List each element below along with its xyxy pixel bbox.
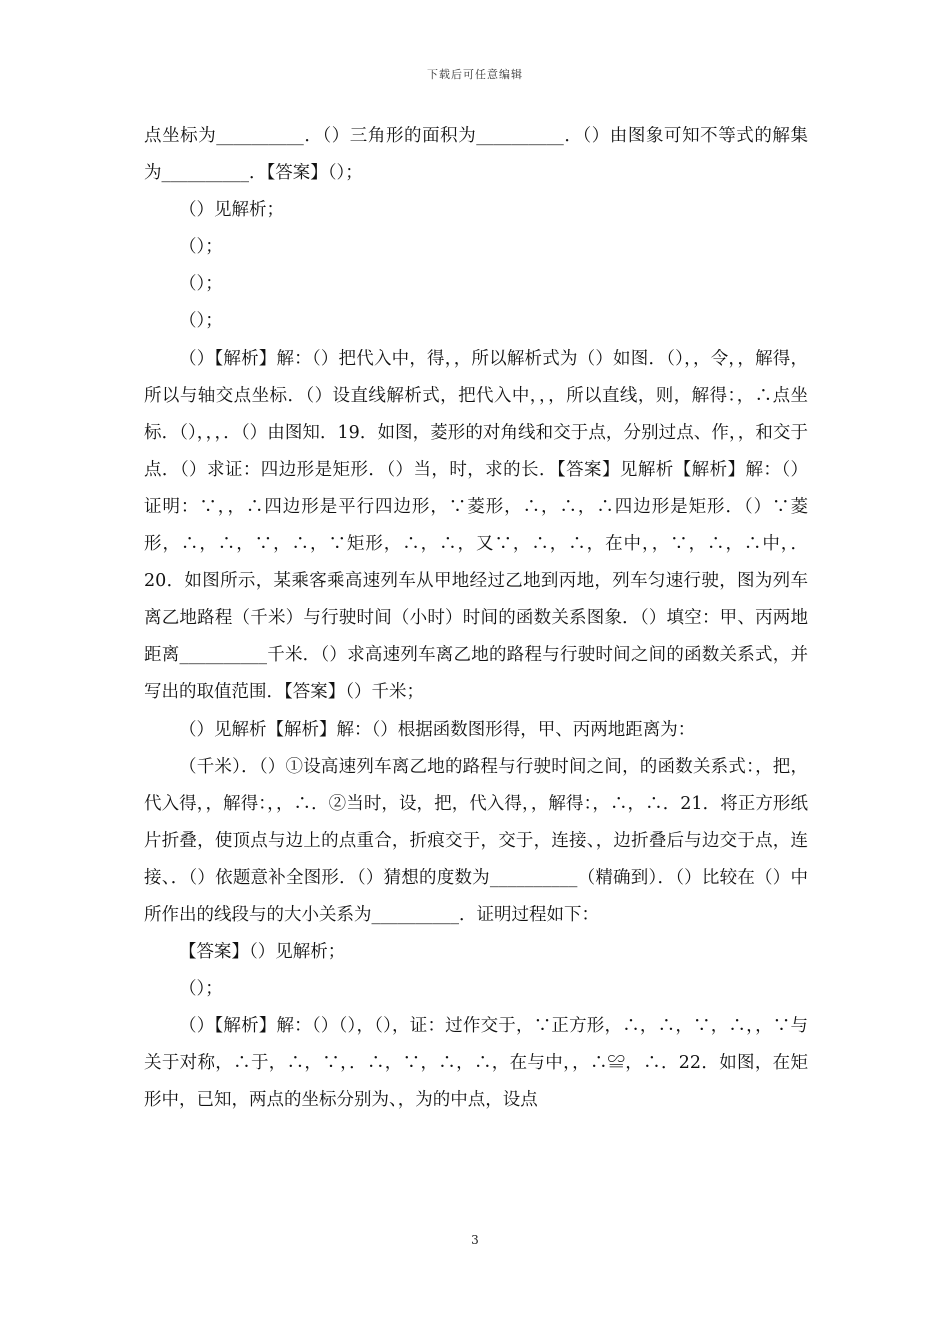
paragraph-8: （千米）．（）①设高速列车离乙地的路程与行驶时间之间，的函数关系式：，把，代入得，，解得：，，∴．②当时，设，把，代入得，，解得：，∴，∴．21．将正方形纸片折叠，使顶点与边上的点重合，折痕交于，交于，连接、，边折叠后与边交于点，连接、．（）依题意补全图形．（）猜想的度数为__________（精确到）．（）比较在（）中所作出的线段与的大小关系为__________．证明过程如下： (144, 756, 808, 925)
paragraph-9: 【答案】（）见解析； (179, 942, 346, 963)
paragraph-11: （）【解析】解：（）（），（），证：过作交于，∵正方形，∴，∴，∵，∴，，∵与关于对称，∴于，∴，∵，．∴，∵，∴，∴，在与中，，∴≌，∴．22．如图，在矩形中，已知，两点的坐标分别为、，为的中点，设点 (144, 1016, 808, 1111)
paragraph-1: 点坐标为__________．（）三角形的面积为__________．（）由图象可知不等式的解集为__________．【答案】（）； (144, 126, 808, 184)
paragraph-10: （）； (179, 979, 223, 1000)
paragraph-6: （）【解析】解：（）把代入中，得，，所以解析式为（）如图．（），，令，，解得，所以与轴交点坐标．（）设直线解析式，把代入中，，，所以直线，则，解得：，∴点坐标．（），，，．（）由图知．19．如图，菱形的对角线和交于点，分别过点、作，，和交于点．（）求证：四边形是矩形．（）当，时，求的长．【答案】见解析【解析】解：（）证明：∵，，∴四边形是平行四边形，∵菱形，∴，∴，∴四边形是矩形．（）∵菱形，∴，∴，∵，∴，∵矩形，∴，∴，又∵，∴，∴，在中，，∵，∴，∴中，．20．如图所示，某乘客乘高速列车从甲地经过乙地到丙地，列车匀速行驶，图为列车离乙地路程（千米）与行驶时间（小时）时间的函数关系图象．（）填空：甲、丙两地距离__________千米．（）求高速列车离乙地的路程与行驶时间之间的函数关系式，并写出的取值范围．【答案】（）千米； (144, 348, 808, 703)
page-number: 3 (471, 1233, 479, 1247)
paragraph-3: （）； (179, 237, 223, 258)
paragraph-5: （）； (179, 311, 223, 332)
paragraph-2: （）见解析； (179, 200, 284, 221)
page-header: 下载后可任意编辑 (427, 68, 523, 81)
paragraph-4: （）； (179, 274, 223, 295)
paragraph-7: （）见解析【解析】解：（）根据函数图形得，甲、丙两地距离为： (179, 719, 696, 740)
document-body (144, 118, 808, 1120)
